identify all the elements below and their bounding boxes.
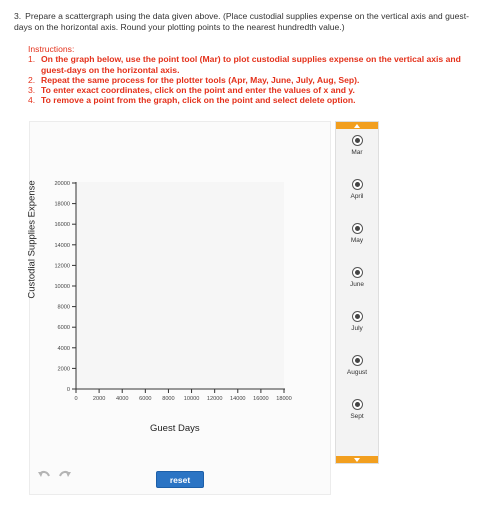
question-body: Prepare a scattergraph using the data given above. (Place custodial supplies expense on the vertical axis and guest-days on the horizontal axis. Round your plotting points to the nearest hundredth value.)	[14, 11, 469, 32]
chevron-up-icon	[354, 124, 360, 128]
x-tick-label: 16000	[253, 396, 269, 402]
x-tick-label: 14000	[229, 396, 246, 402]
reset-button[interactable]: reset	[156, 471, 204, 488]
tool-mar[interactable]	[336, 129, 378, 169]
x-axis-ticks	[74, 389, 291, 402]
y-tick-label: 0	[66, 387, 70, 393]
y-axis-ticks	[54, 181, 76, 393]
instruction-number: 3.	[28, 85, 36, 96]
tool-sept[interactable]	[336, 393, 378, 433]
question-number: 3.	[14, 11, 22, 21]
x-axis-title: Guest Days	[150, 423, 200, 434]
x-tick-label: 0	[74, 396, 78, 402]
y-tick-label: 8000	[57, 304, 70, 311]
y-tick-label: 10000	[54, 284, 70, 290]
point-tool-icon	[352, 399, 363, 410]
instruction-text: On the graph below, use the point tool (Mar) to plot custodial supplies expense on the vertical axis and guest-days on the horizontal axis.	[41, 54, 461, 75]
tool-label: June	[349, 281, 365, 288]
scroll-down-button[interactable]	[336, 456, 378, 463]
undo-button[interactable]	[36, 468, 52, 482]
instruction-number: 1.	[28, 54, 36, 65]
plotter-tools-panel	[335, 121, 379, 464]
instruction-number: 4.	[28, 95, 36, 106]
y-tick-label: 4000	[57, 345, 70, 352]
y-axis-title: Custodial Supplies Expense	[26, 180, 38, 299]
x-tick-label: 12000	[206, 396, 223, 402]
x-tick-label: 6000	[139, 396, 152, 402]
tool-august[interactable]	[336, 349, 378, 389]
redo-button[interactable]	[57, 468, 73, 482]
tool-label: May	[350, 237, 364, 244]
instruction-text: To enter exact coordinates, click on the point and enter the values of x and y.	[41, 85, 355, 96]
y-tick-label: 20000	[54, 181, 70, 187]
x-tick-label: 2000	[92, 396, 106, 402]
plot-area[interactable]	[76, 182, 284, 388]
tool-label: Mar	[351, 149, 363, 156]
point-tool-icon	[352, 179, 363, 190]
y-tick-label: 6000	[57, 325, 70, 332]
tool-label: April	[350, 193, 364, 200]
x-tick-label: 4000	[115, 396, 129, 402]
redo-icon	[58, 469, 72, 481]
tool-april[interactable]	[336, 173, 378, 213]
tool-may[interactable]	[336, 217, 378, 257]
point-tool-icon	[352, 135, 363, 146]
tool-label: Sept	[350, 413, 364, 420]
instruction-text: To remove a point from the graph, click on the point and select delete option.	[41, 95, 356, 106]
x-tick-label: 18000	[276, 396, 292, 402]
instructions-title: Instructions:	[28, 44, 75, 54]
point-tool-icon	[352, 311, 363, 322]
y-tick-label: 16000	[54, 222, 70, 229]
undo-icon	[37, 469, 51, 481]
tool-label: August	[346, 369, 368, 376]
x-tick-label: 8000	[162, 396, 175, 402]
instruction-text: Repeat the same process for the plotter tools (Apr, May, June, July, Aug, Sep).	[41, 74, 360, 85]
tool-june[interactable]	[336, 261, 378, 301]
point-tool-icon	[352, 267, 363, 278]
y-tick-label: 18000	[54, 201, 70, 208]
x-tick-label: 10000	[183, 396, 200, 402]
point-tool-icon	[352, 355, 363, 366]
scroll-up-button[interactable]	[336, 122, 378, 129]
y-tick-label: 12000	[54, 263, 70, 270]
chevron-down-icon	[354, 458, 360, 462]
point-tool-icon	[352, 223, 363, 234]
tool-july[interactable]	[336, 305, 378, 345]
y-tick-label: 2000	[57, 366, 70, 373]
instruction-number: 2.	[28, 74, 36, 85]
y-tick-label: 14000	[54, 242, 70, 249]
tool-label: July	[351, 325, 363, 332]
